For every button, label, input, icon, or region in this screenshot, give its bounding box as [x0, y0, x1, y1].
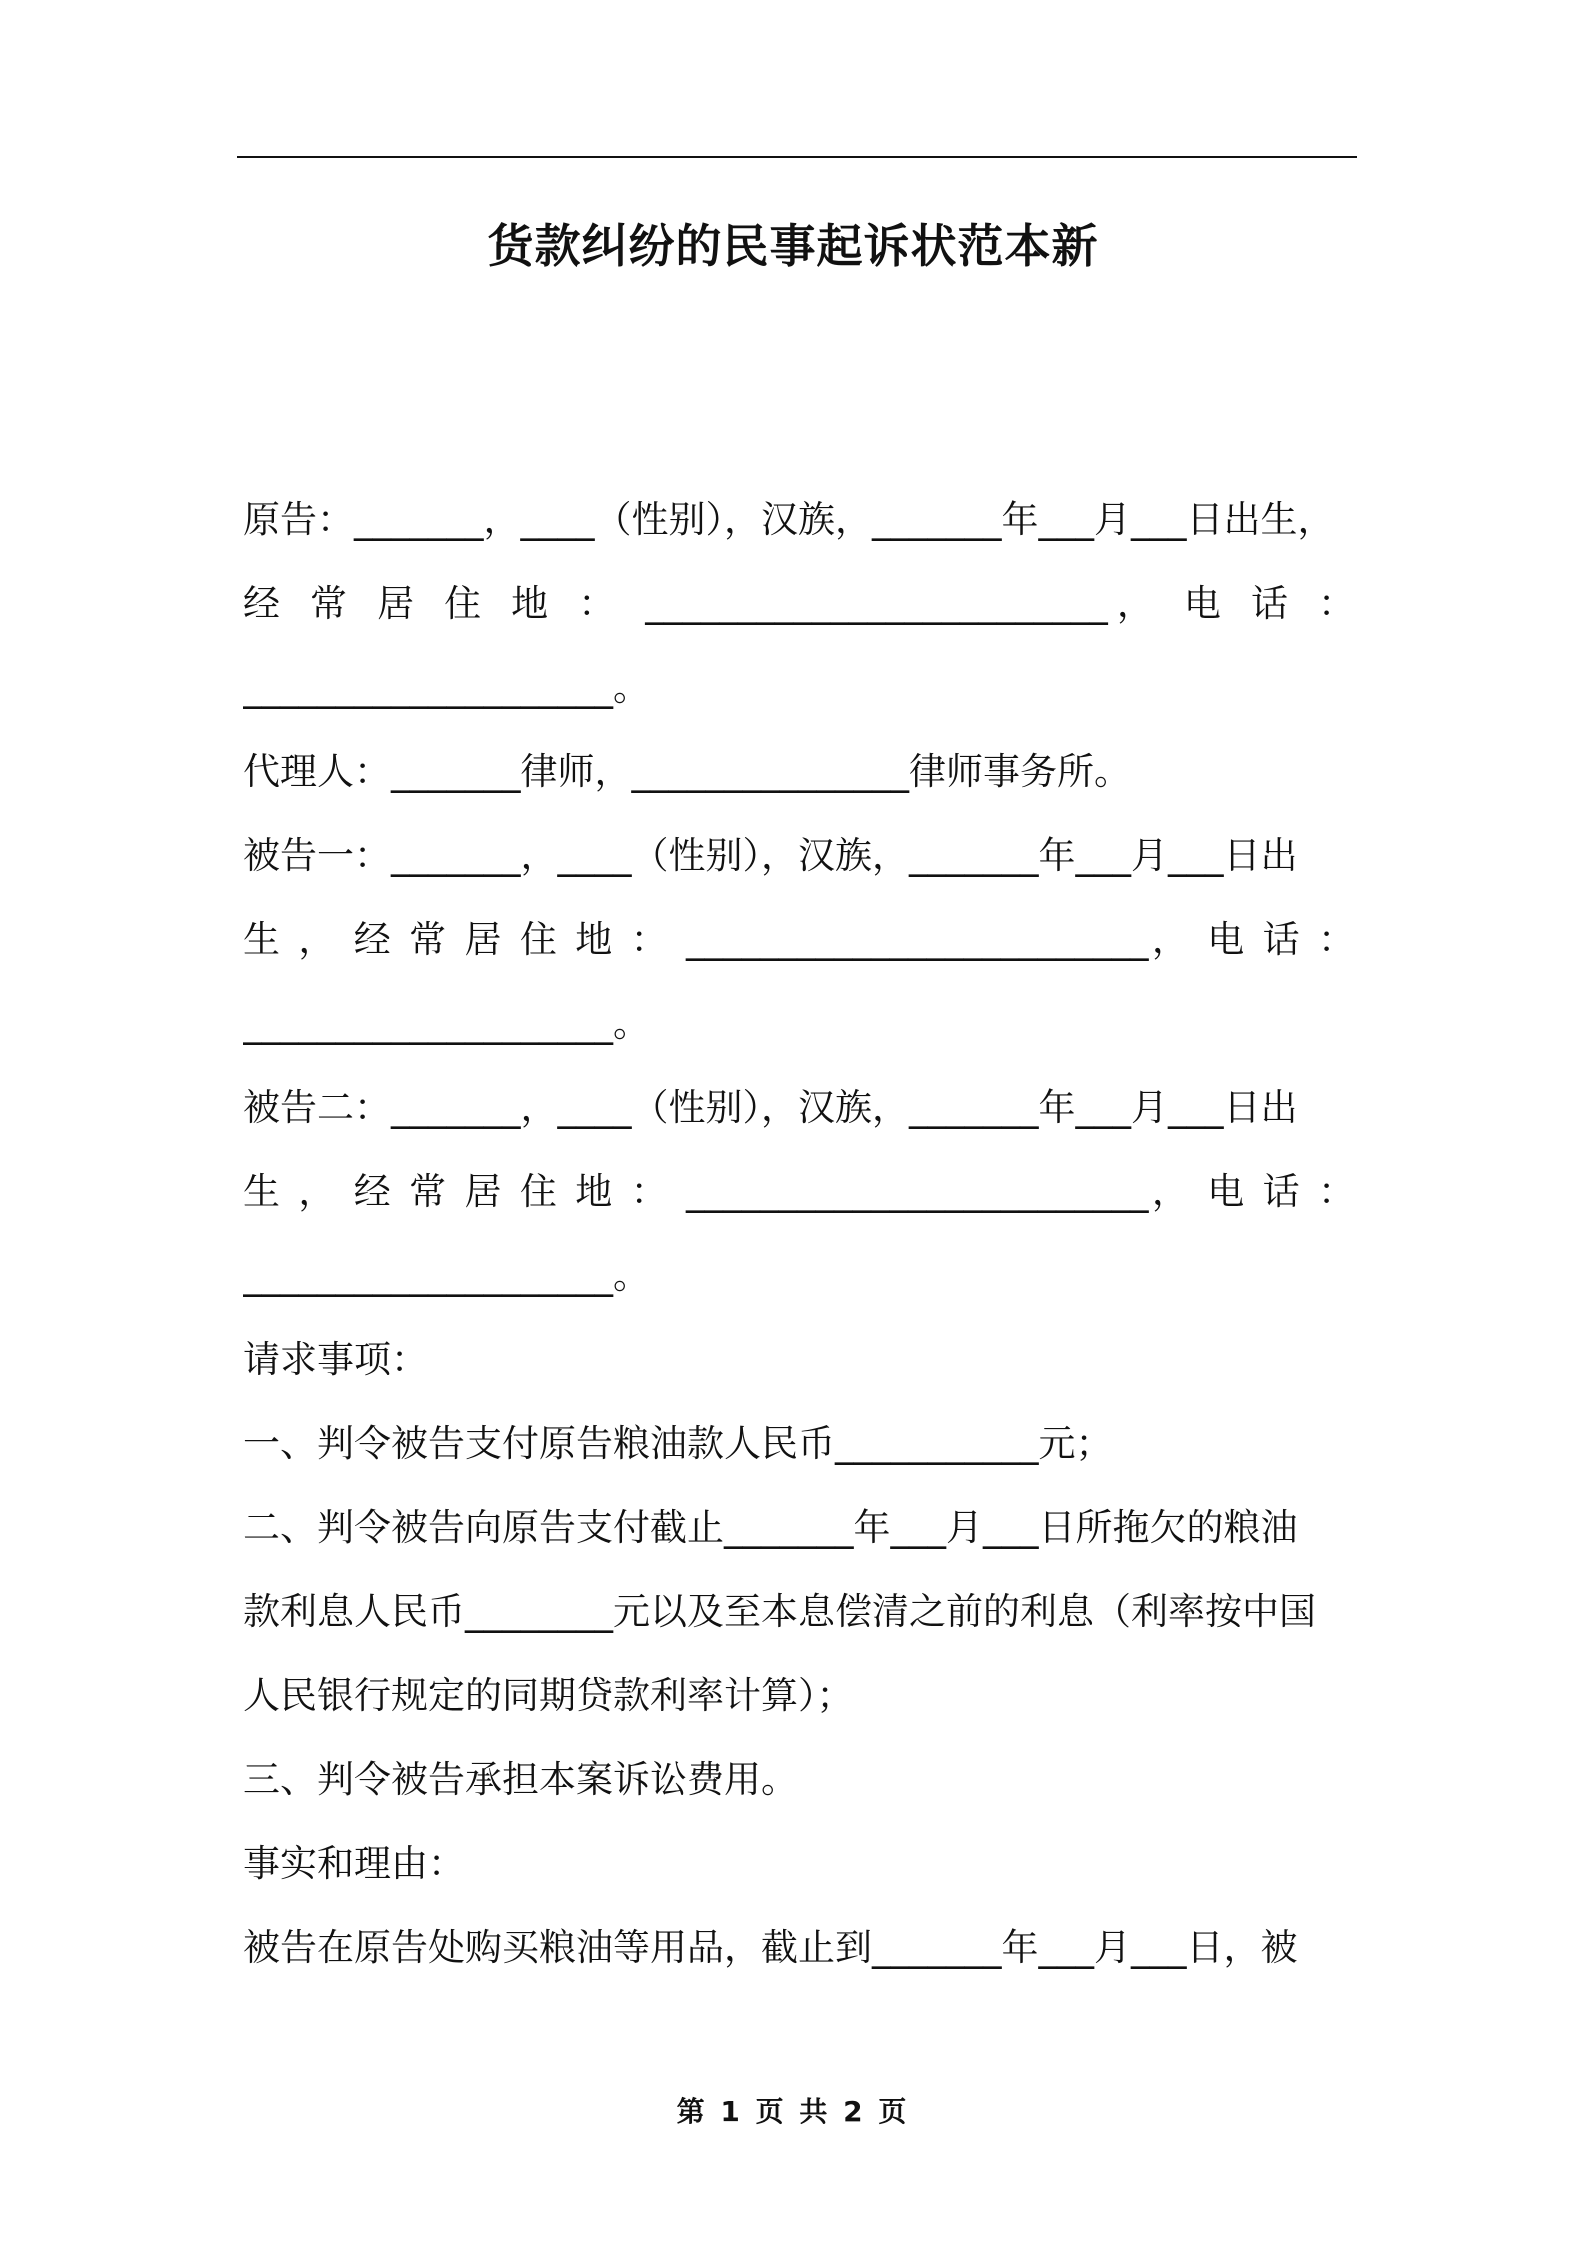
plaintiff-line-2: 经 常 居 住 地 ： _________________________， 电 话 ：	[243, 582, 1355, 625]
defendant-2-line-3: ____________________。	[243, 1254, 650, 1297]
agent-line: 代理人：_______律师，_______________律师事务所。	[243, 750, 1131, 793]
defendant-2-line-1: 被告二：_______，____（性别），汉族，_______年___月___日出	[243, 1086, 1298, 1129]
defendant-2-line-2: 生 ， 经 常 居 住 地 ： _________________________， 电 话 ：	[243, 1170, 1355, 1213]
claim-2-line-3: 人民银行规定的同期贷款利率计算）；	[243, 1674, 854, 1717]
claims-heading: 请求事项：	[243, 1338, 428, 1381]
defendant-1-line-2: 生 ， 经 常 居 住 地 ： _________________________， 电 话 ：	[243, 918, 1355, 961]
page-indicator: 第 1 页 共 2 页	[676, 2095, 910, 2128]
document-title: 货款纠纷的民事起诉状范本新	[487, 219, 1099, 273]
facts-heading: 事实和理由：	[243, 1842, 465, 1885]
claim-3: 三、判令被告承担本案诉讼费用。	[243, 1758, 798, 1801]
defendant-1-line-3: ____________________。	[243, 1002, 650, 1045]
plaintiff-line-3: ____________________。	[243, 666, 650, 709]
defendant-1-line-1: 被告一：_______，____（性别），汉族，_______年___月___日出	[243, 834, 1298, 877]
facts-line-1: 被告在原告处购买粮油等用品，截止到_______年___月___日，被	[243, 1926, 1298, 1969]
claim-1: 一、判令被告支付原告粮油款人民币___________元；	[243, 1422, 1113, 1465]
header-rule	[237, 156, 1357, 158]
claim-2-line-2: 款利息人民币________元以及至本息偿清之前的利息（利率按中国	[243, 1590, 1316, 1633]
plaintiff-line-1: 原告：_______，____（性别），汉族，_______年___月___日出生，	[243, 498, 1335, 541]
claim-2-line-1: 二、判令被告向原告支付截止_______年___月___日所拖欠的粮油	[243, 1506, 1298, 1549]
